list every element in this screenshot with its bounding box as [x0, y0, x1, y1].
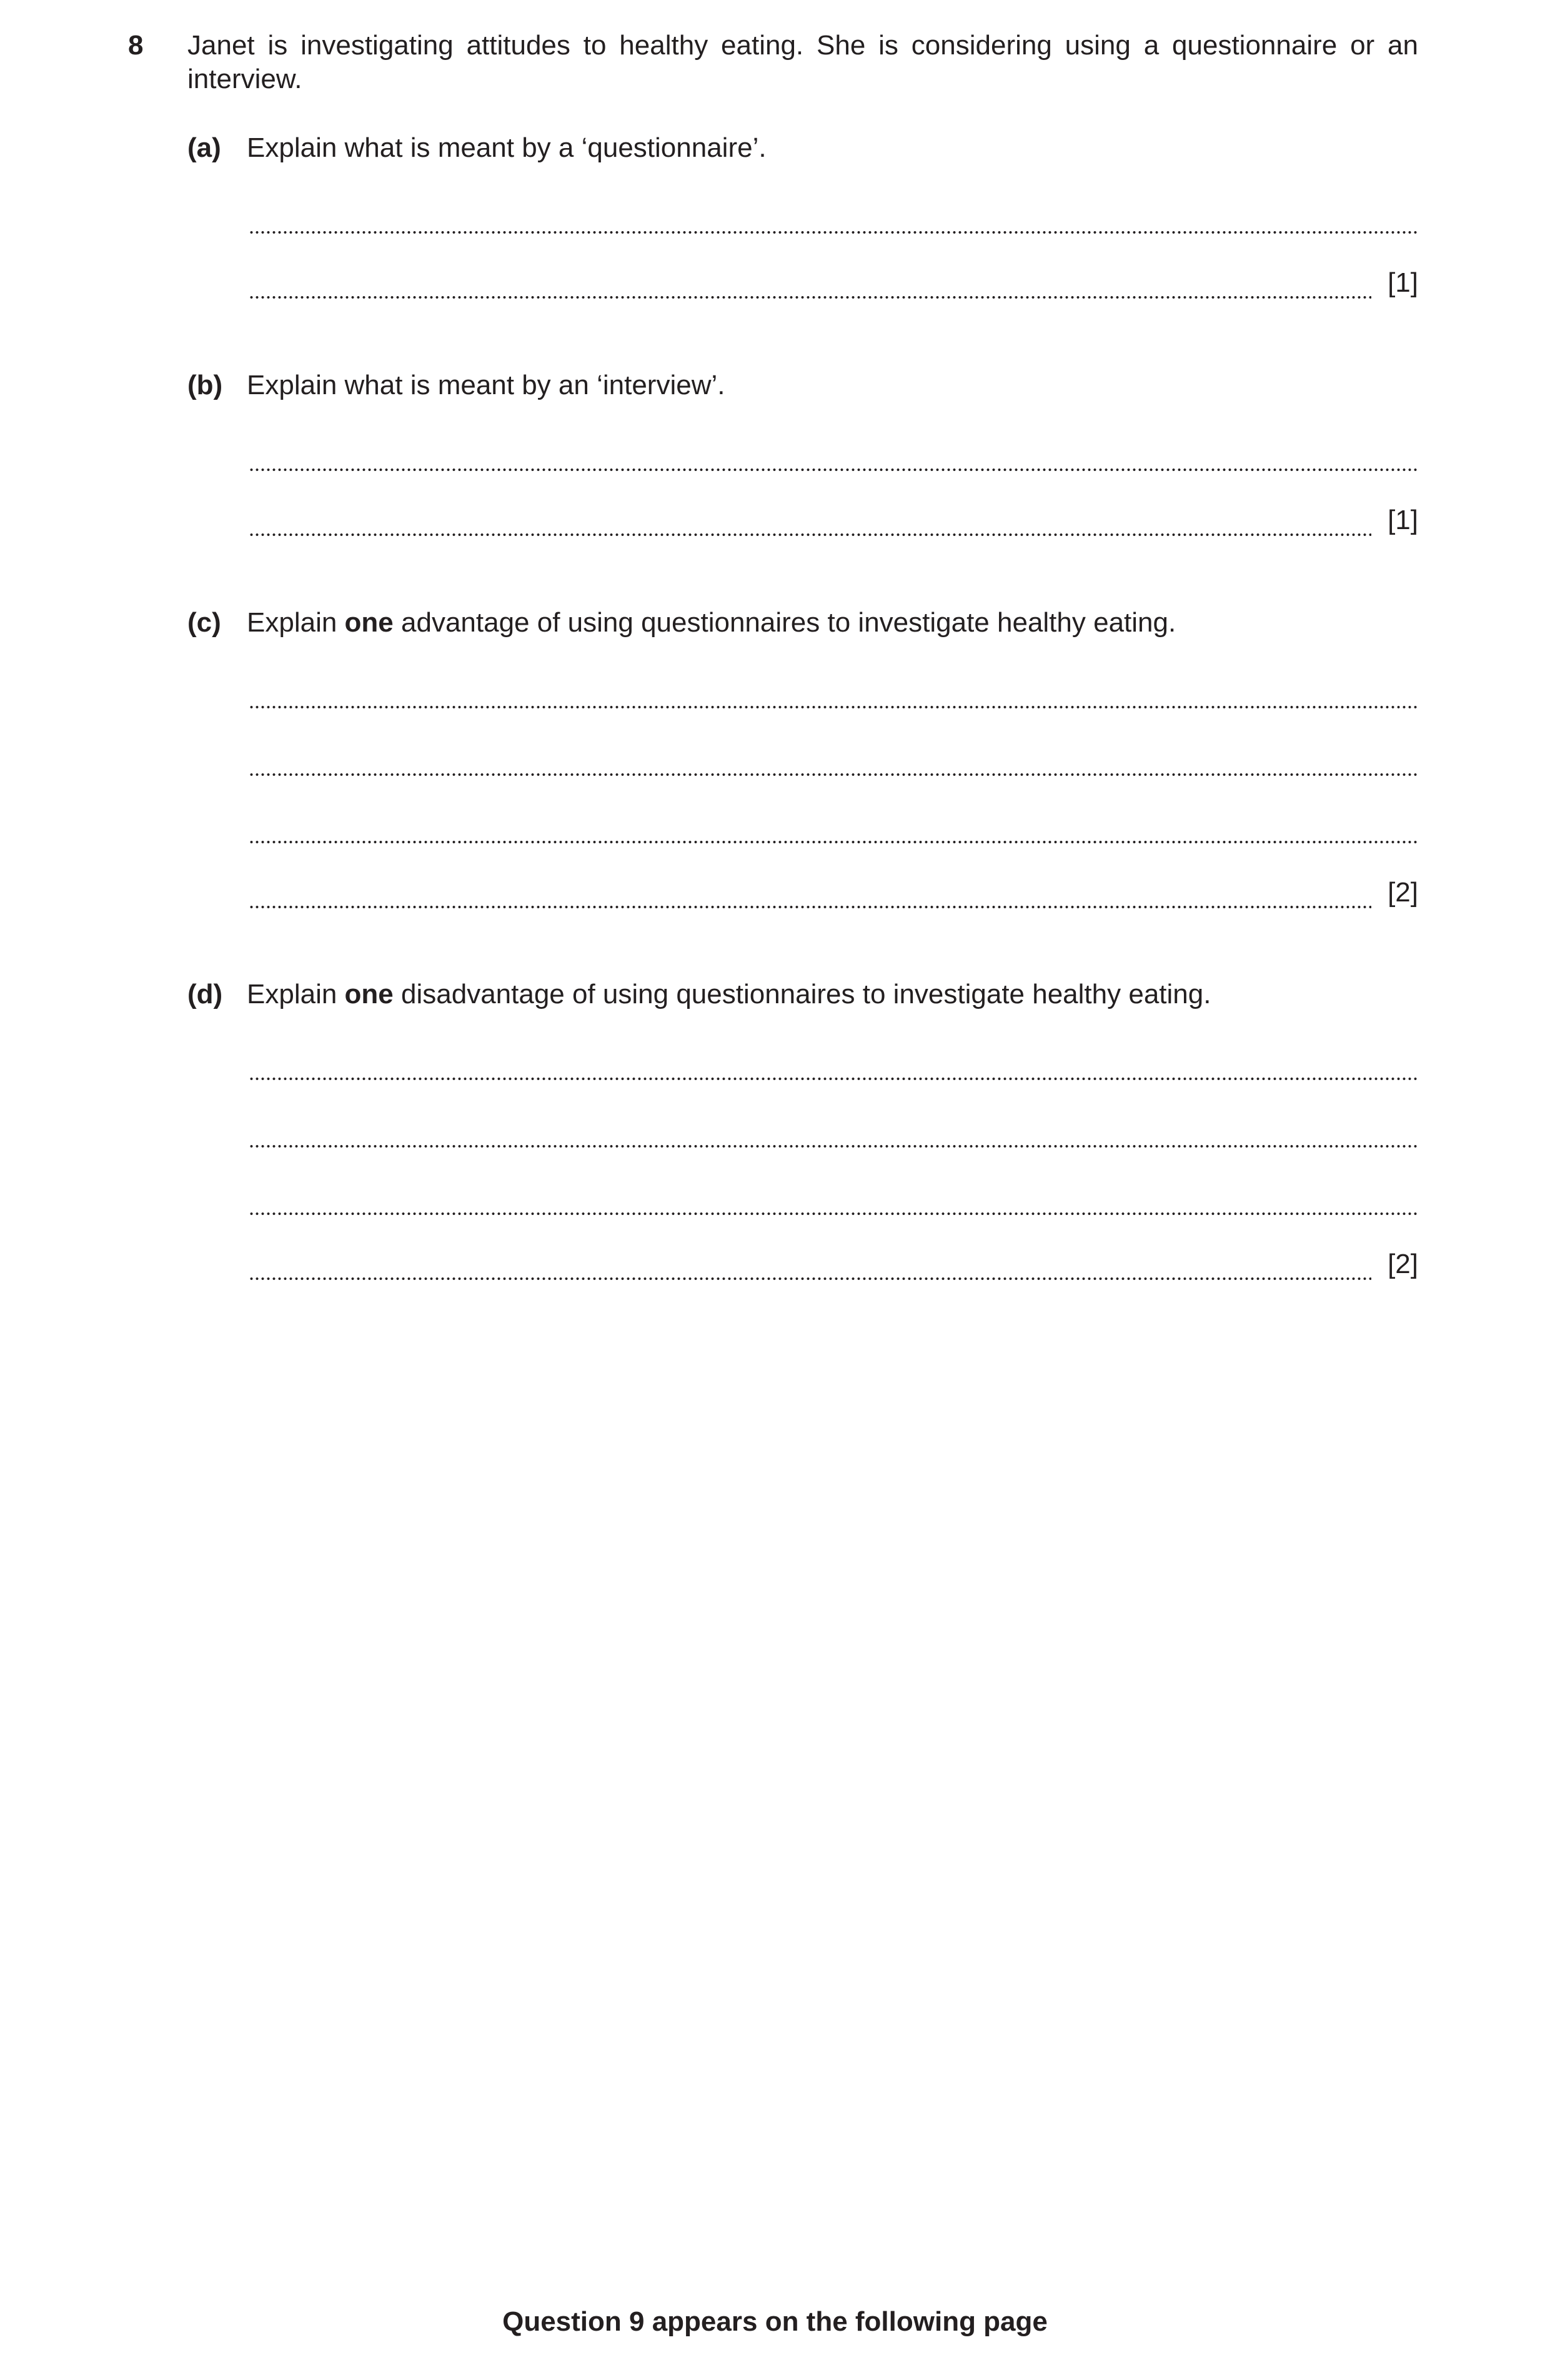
marks-label: [2] [1388, 877, 1418, 908]
answer-line[interactable] [249, 1115, 1418, 1149]
answer-line[interactable] [249, 1048, 1418, 1081]
answer-line[interactable] [249, 266, 1418, 300]
question-intro: Janet is investigating attitudes to healthy eating. She is considering using a questionnaire or an interview. [187, 30, 1418, 94]
part-prompt: Explain one advantage of using questionnaires to investigate healthy eating. [247, 607, 1176, 638]
marks-label: [1] [1388, 267, 1418, 298]
part-label: (d) [187, 979, 223, 1009]
answer-line[interactable] [249, 676, 1418, 710]
answer-line[interactable] [249, 743, 1418, 777]
footer-note: Question 9 appears on the following page [502, 2306, 1048, 2337]
answer-line[interactable] [249, 876, 1418, 910]
part-prompt: Explain what is meant by an ‘interview’. [247, 370, 725, 400]
part-prompt: Explain one disadvantage of using questionnaires to investigate healthy eating. [247, 979, 1211, 1009]
marks-label: [1] [1388, 505, 1418, 535]
part-label: (b) [187, 370, 223, 400]
marks-label: [2] [1388, 1249, 1418, 1279]
part-label: (c) [187, 607, 221, 638]
answer-line[interactable] [249, 439, 1418, 472]
part-prompt: Explain what is meant by a ‘questionnaire’. [247, 132, 767, 163]
answer-line[interactable] [249, 503, 1418, 537]
part-label: (a) [187, 132, 221, 163]
answer-line[interactable] [249, 1183, 1418, 1216]
answer-line[interactable] [249, 811, 1418, 845]
answer-line[interactable] [249, 201, 1418, 235]
question-number: 8 [128, 30, 144, 61]
answer-line[interactable] [249, 1247, 1418, 1281]
